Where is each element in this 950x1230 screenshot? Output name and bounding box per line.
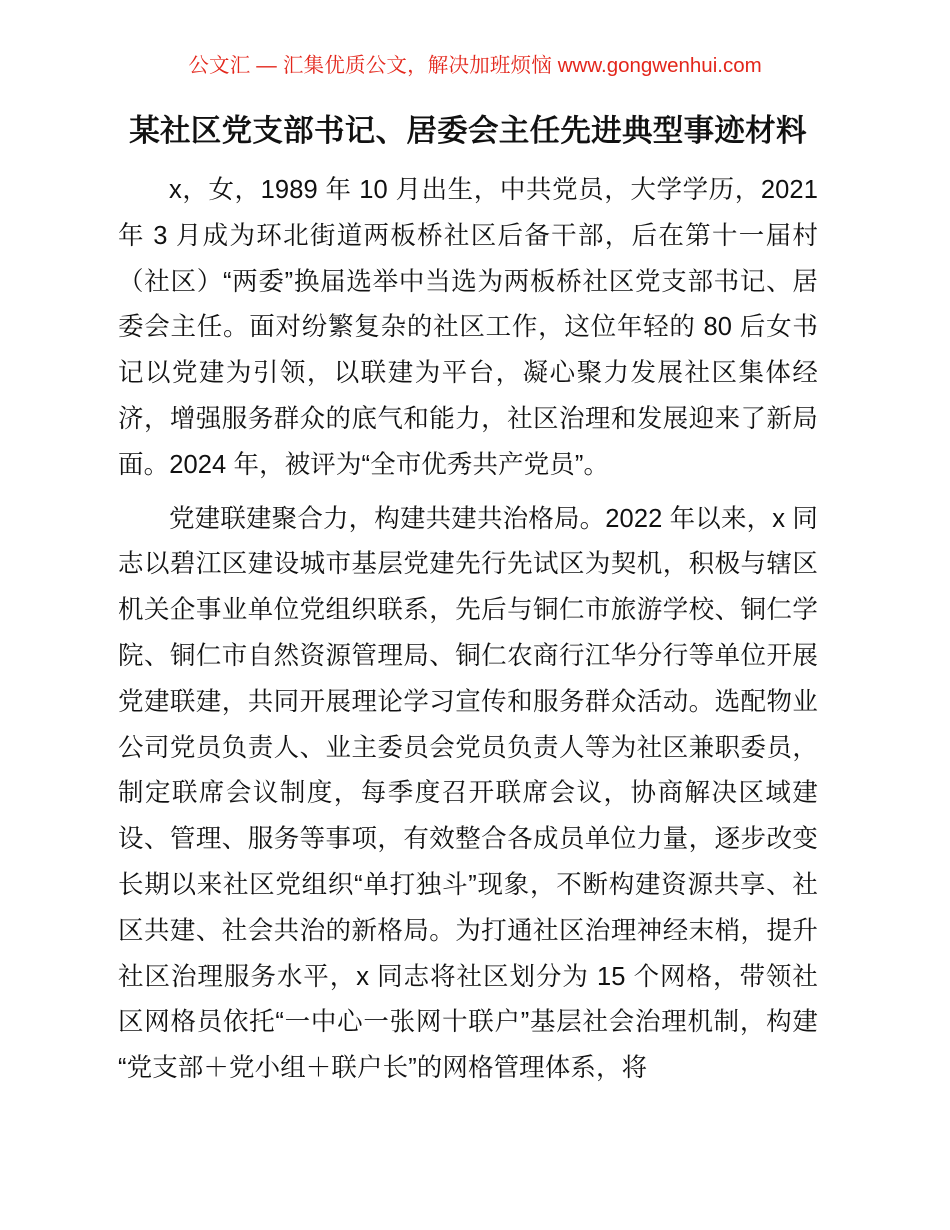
document-body [118,108,818,1092]
paragraph-2: 党建联建聚合力，构建共建共治格局。2022 年以来，x 同志以碧江区建设城市基层党建先行先试区为契机，积极与辖区机关企事业单位党组织联系，先后与铜仁市旅游学校、铜仁学院、铜仁市自然资源管理局、铜仁农商行江华分行等单位开展党建联建，共同开展理论学习宣传和服务群众活动。选配物业公司党员负责人、业主委员会党员负责人等为社区兼职委员，制定联席会议制度，每季度召开联席会议，协商解决区域建设、管理、服务等事项，有效整合各成员单位力量，逐步改变长期以来社区党组织“单打独斗”现象，不断构建资源共享、社区共建、社会共治的新格局。为打通社区治理神经末梢，提升社区治理服务水平，x 同志将社区划分为 15 个网格，带领社区网格员依托“一中心一张网十联户”基层社会治理机制，构建“党支部＋党小组＋联户长”的网格管理体系，将 [118,504,818,1083]
paragraph-1: x，女，1989 年 10 月出生，中共党员，大学学历，2021 年 3 月成为环北街道两板桥社区后备干部，后在第十一届村（社区）“两委”换届选举中当选为两板桥社区党支部书记、居委会主任。面对纷繁复杂的社区工作，这位年轻的 80 后女书记以党建为引领，以联建为平台，凝心聚力发展社区集体经济，增强服务群众的底气和能力，社区治理和发展迎来了新局面。2024 年，被评为“全市优秀共产党员”。 [118,176,818,479]
site-brand-text: 公文汇 — 汇集优质公文，解决加班烦恼 [188,54,553,77]
page-title: 某社区党支部书记、居委会主任先进典型事迹材料 [129,114,807,148]
site-watermark-banner [0,52,950,80]
site-url-text: www.gongwenhui.com [552,54,762,77]
